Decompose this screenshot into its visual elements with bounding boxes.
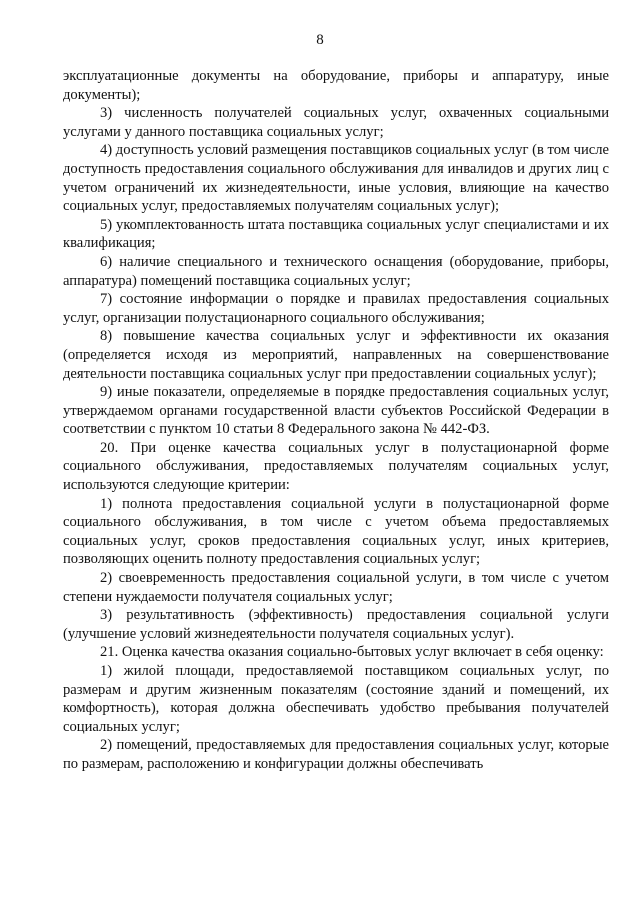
list-item-3: 3) численность получателей социальных услуг, охваченных социальными услугами у данного поставщика социальных услуг; <box>63 105 609 140</box>
paragraph-continuation: эксплуатационные документы на оборудование, приборы и аппаратуру, иные документы); <box>63 68 609 103</box>
list-item-5: 5) укомплектованность штата поставщика социальных услуг специалистами и их квалификация; <box>63 216 609 252</box>
document-body <box>63 67 609 774</box>
clause-20: 20. При оценке качества социальных услуг в полустационарной форме социального обслуживания, предоставляемых получателям социальных услуг, используются следующие критерии: <box>63 439 609 494</box>
clause-21-item-1: 1) жилой площади, предоставляемой поставщиком социальных услуг, по размерам и другим жизненным показателям (состояние зданий и помещений, их комфортность), которая должна обеспечивать удобство пребывания получателей социальных услуг; <box>63 663 609 735</box>
list-item-4: 4) доступность условий размещения поставщиков социальных услуг (в том числе доступность предоставления социального обслуживания для инвалидов и других лиц с учетом ограничений их жизнедеятельности, иные условия, влияющие на качество социальных услуг, предоставляемых получателям социальных услуг); <box>63 142 610 215</box>
clause-21-item-2: 2) помещений, предоставляемых для предоставления социальных услуг, которые по размерам, расположению и конфигурации должны обеспечивать <box>63 737 609 772</box>
clause-20-item-2: 2) своевременность предоставления социальной услуги, в том числе с учетом степени нуждаемости получателя социальных услуг; <box>63 570 609 605</box>
clause-20-item-1: 1) полнота предоставления социальной услуги в полустационарной форме социального обслуживания, в том числе с учетом объема предоставляемых социальных услуг, сроков предоставления социальных услуг, иных критериев, позволяющих оценить полноту предоставления социальных услуг; <box>63 495 609 568</box>
list-item-7: 7) состояние информации о порядке и правилах предоставления социальных услуг, организации полустационарного социального обслуживания; <box>63 291 609 326</box>
page-number: 8 <box>316 32 324 48</box>
list-item-6: 6) наличие специального и технического оснащения (оборудование, приборы, аппаратура) помещений поставщика социальных услуг; <box>63 253 609 289</box>
list-item-8: 8) повышение качества социальных услуг и эффективности их оказания (определяется исходя из мероприятий, направленных на совершенствование деятельности поставщика социальных услуг при предоставлении социальных услуг); <box>63 328 609 382</box>
clause-20-item-3: 3) результативность (эффективность) предоставления социальной услуги (улучшение условий жизнедеятельности получателя социальных услуг). <box>63 607 609 642</box>
clause-21: 21. Оценка качества оказания социально-бытовых услуг включает в себя оценку: <box>100 644 604 661</box>
list-item-9: 9) иные показатели, определяемые в порядке предоставления социальных услуг, утверждаемом органами государственной власти субъектов Российской Федерации в соответствии с пунктом 10 статьи 8 Федерального закона № 442-ФЗ. <box>63 384 609 438</box>
